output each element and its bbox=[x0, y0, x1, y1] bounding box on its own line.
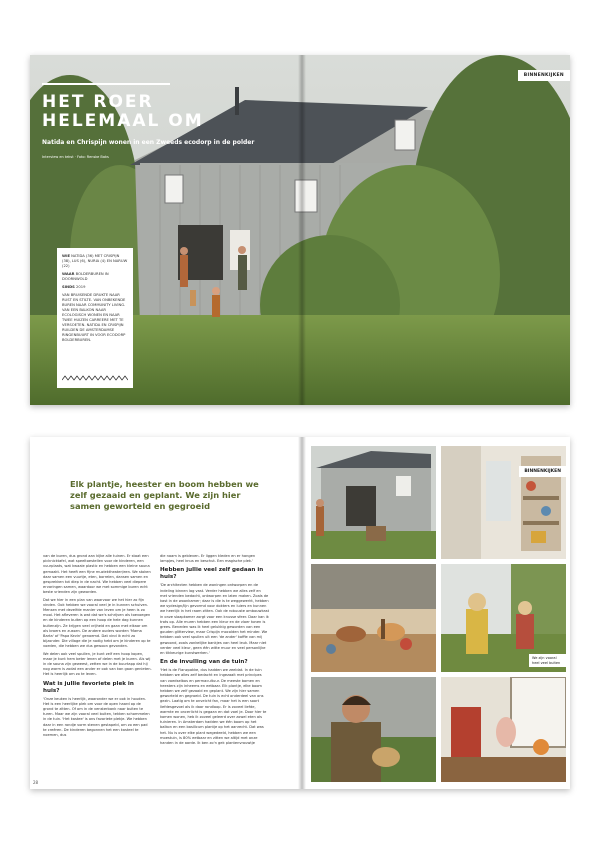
info-wie bbox=[62, 254, 128, 269]
spread-gutter bbox=[298, 55, 306, 405]
col1-heading: Wat is jullie favoriete plek in huis? bbox=[43, 680, 134, 694]
info-wie-label: WIE bbox=[62, 254, 70, 258]
text-column-2 bbox=[160, 554, 269, 748]
info-waar bbox=[62, 272, 128, 282]
info-sinds-label: SINDS bbox=[62, 285, 75, 289]
info-wie-value: NATIDA (36) MET CRISPIJN (38), LUS (6), NURIA (4) EN NARUW (22) bbox=[62, 254, 128, 268]
info-waar-value: BOLDERBUREN IN DOORNWOLD bbox=[62, 272, 109, 281]
spread-gutter-2 bbox=[298, 437, 306, 789]
article-subtitle: Natida en Chrispijn wonen in een Zweeds ecodorp in de polder bbox=[42, 139, 255, 146]
article-title bbox=[42, 93, 204, 131]
zigzag-ornament-icon bbox=[62, 375, 128, 381]
info-body: VAN BRUISENDE DRUKTE NAAR RUST EN STILTE. VAN ONBEKENDE BUREN NAAR COMMUNITY LIVING. VAN EEN BALKON NAAR ECOLOGISCH WONEN EN NAAR TWEE HUIZEN CARREERE MET TE VERSOETEN. NATIDA EN CRISPIJN RUILDEN DE AMSTERDAMSE RINGENBUURT IN VOOR ECODORP BOLDERBUREN. bbox=[62, 293, 126, 342]
info-sinds-value: 2019 bbox=[76, 285, 86, 289]
col2-paragraph-1: 'De architecten hebben de woningen ontworpen en de indeling binnen lag vast. Verder hebben we alles zelf en met vrienden bedacht, ontworpen en laten maken. Zoals de kast in de woonkamer; daar is die is te weggewerkt, hebben we sydesign/lijn gevormd voor dokters en luiers en kunnen we heerlijk in het raam zitten. Ook de robuuste ombouwkast in onze slaapkamer zorgt voor een knusse sfeer. Daar kan ik trots op. Alle muren hebben een kleur en de vloer tonen is grees. Beneden was ik heel gelukkig geworden van een gouden glitterview, maar Crispijn mocolden het minder. We hebben ook veel spullen uit een 'de ander' koffie van mij gewoond, zoals zonkelijke bankjes van heel leuk. Maar niet verder veel kleur, geen één witte muur en veel personlijke en tikkeurige kunstwerken.' bbox=[160, 583, 270, 656]
col2-paragraph-2: 'Het is de Flanzpakke, dus hadden we zeeldat. In de tuin hebben we alles zelf bedacht en ingezaait met principes van voedselbos en permacultuur. De meeste bomen en heesters zijn inheems en eetbaar. Elk plantje, elke boom hebben we zelf gezaaid en geplant. We zijn hier samen geworteld en gegroeid. De tuin is echt onderdeel van ons gezin. Laatig om te onveicht fan, maar het is een soort liefdesgevoel als ik daar rondloop. Er is zoveel liefde, warmte en oncerlicht is gegaan en dat voel je. Door hier te komen wonen, heb ik zoveel geleerd over zowel eten als tuinieren. In Amsterdam hadden we één boom op het balkon en een basilicum plantje op het aanrecht. Dat was het. Nu is over elke plant wegedeeld, hebben we een moestuin, is 80% eetbaar en zitten we altijd met onze handen in de aarde. Ik ben zo'n gek plantenvrouwtje bbox=[160, 668, 267, 746]
text-column-1 bbox=[43, 554, 152, 740]
page-number: 28 bbox=[33, 780, 39, 785]
title-line-1: HET ROER bbox=[42, 92, 154, 112]
photo-windowsill bbox=[441, 677, 566, 782]
col1-paragraph-2: Dat we hier in een plan van waarvoor we het hier zo fijn vinden. Ook hebben we vooral veel je in kunnen schuiven. Mensen met dezelfde manier van leven om je heen is zo mooi. Het afleveren is wat dat we's schrijven als toevoegen en de kinderen buiten op een hoop de hele dag kunnen buitenzijn. Ze krijgen veel vrijheid en gaan met elkaar om als broers en zussen. De andere ouders worden 'Mama Barta' of 'Papa Kevin' genoemd. Dat vind ik echt zo bijzonder. Die village die je nodig hebt om je kinderen op te voeden, die hebben we dus gewoon gevonden. bbox=[43, 597, 151, 649]
photo-grid bbox=[311, 446, 566, 782]
photo-caption: We zijn vooral heel veel buiten bbox=[529, 654, 566, 667]
pull-quote: Elk plantje, heester en boom hebben we zelf gezaaid en geplant. We zijn hier samen geworteld en gegroeid bbox=[70, 479, 259, 511]
section-tag-2: BINNENKIJKEN bbox=[519, 466, 566, 477]
magazine-spread-interior bbox=[30, 437, 570, 789]
photo-wooden-toys bbox=[311, 564, 436, 672]
col2-intro: die naam is gebleven. Er liggen kleden en er hangen lampjes, heel knus en beschut. Een magische plek.' bbox=[160, 554, 256, 564]
magazine-spread-cover bbox=[30, 55, 570, 405]
col2-heading-1: Hebben jullie veel zelf gedaan in huis? bbox=[160, 567, 264, 581]
info-sinds bbox=[62, 285, 128, 290]
article-credits: Interview en tekst · Foto: Renske Baks bbox=[42, 155, 109, 159]
title-rule bbox=[42, 83, 170, 85]
info-box bbox=[57, 248, 133, 388]
title-line-2: HELEMAAL OM bbox=[42, 111, 204, 131]
col1-paragraph-4: 'Onze keuken is heerlijk, waaronder we er ook in houden. Het is een heerlijke plek om voor de open haard op de grond te zitten. Of om in de vensterbank naar buiten te turen. Maar we zijn vooral veel buiten, tekken schommelen in de tuin. 'Het kastee' is ons favoriete plekje. We hebben daar in een rondje vorm stenen gestapeld, om zo een pad te creëren. De kinderen begonnen het een kasteel te noemen, dus bbox=[43, 696, 150, 738]
section-tag: BINNENKIJKEN bbox=[518, 70, 570, 81]
col2-heading-2: En de invulling van de tuin? bbox=[160, 659, 248, 666]
photo-man-portrait bbox=[311, 677, 436, 782]
photo-house-exterior bbox=[311, 446, 436, 559]
photo-child-garden bbox=[441, 564, 566, 672]
col1-paragraph-3: We delen ook veel spullen, je kunt zelf een hoop kopen, maar je kunt hem beter lenen of delen met je buren. Als wij in de sauna zijn geweest, zetten we in de buurtapp dat hij nog warm is zodat een ander er ook van kan gaan genieten. Het is heerlijk om zo te leven. bbox=[43, 651, 152, 677]
info-waar-label: WAAR bbox=[62, 272, 75, 276]
photo-interior-shelves bbox=[441, 446, 566, 559]
col1-paragraph-1: van de buren, dus grond aan kijke alle tuinen. Er staat een picknicktafel, wat speeltoestellen voor de kinderen, een vuurplaats, wat kwaaie plastic en hebben een kleine sauna gemaakt. Het heeft een fijne muziektheater/een. We stoken daar samen een vuurtje, eten, borrelen, dansen samen en gesprekken tot diep in de nacht. We hebben veel diepere ervaringen samen, waardoor we met sommige buren echt beste vrienden zijn geworden. bbox=[43, 554, 151, 595]
